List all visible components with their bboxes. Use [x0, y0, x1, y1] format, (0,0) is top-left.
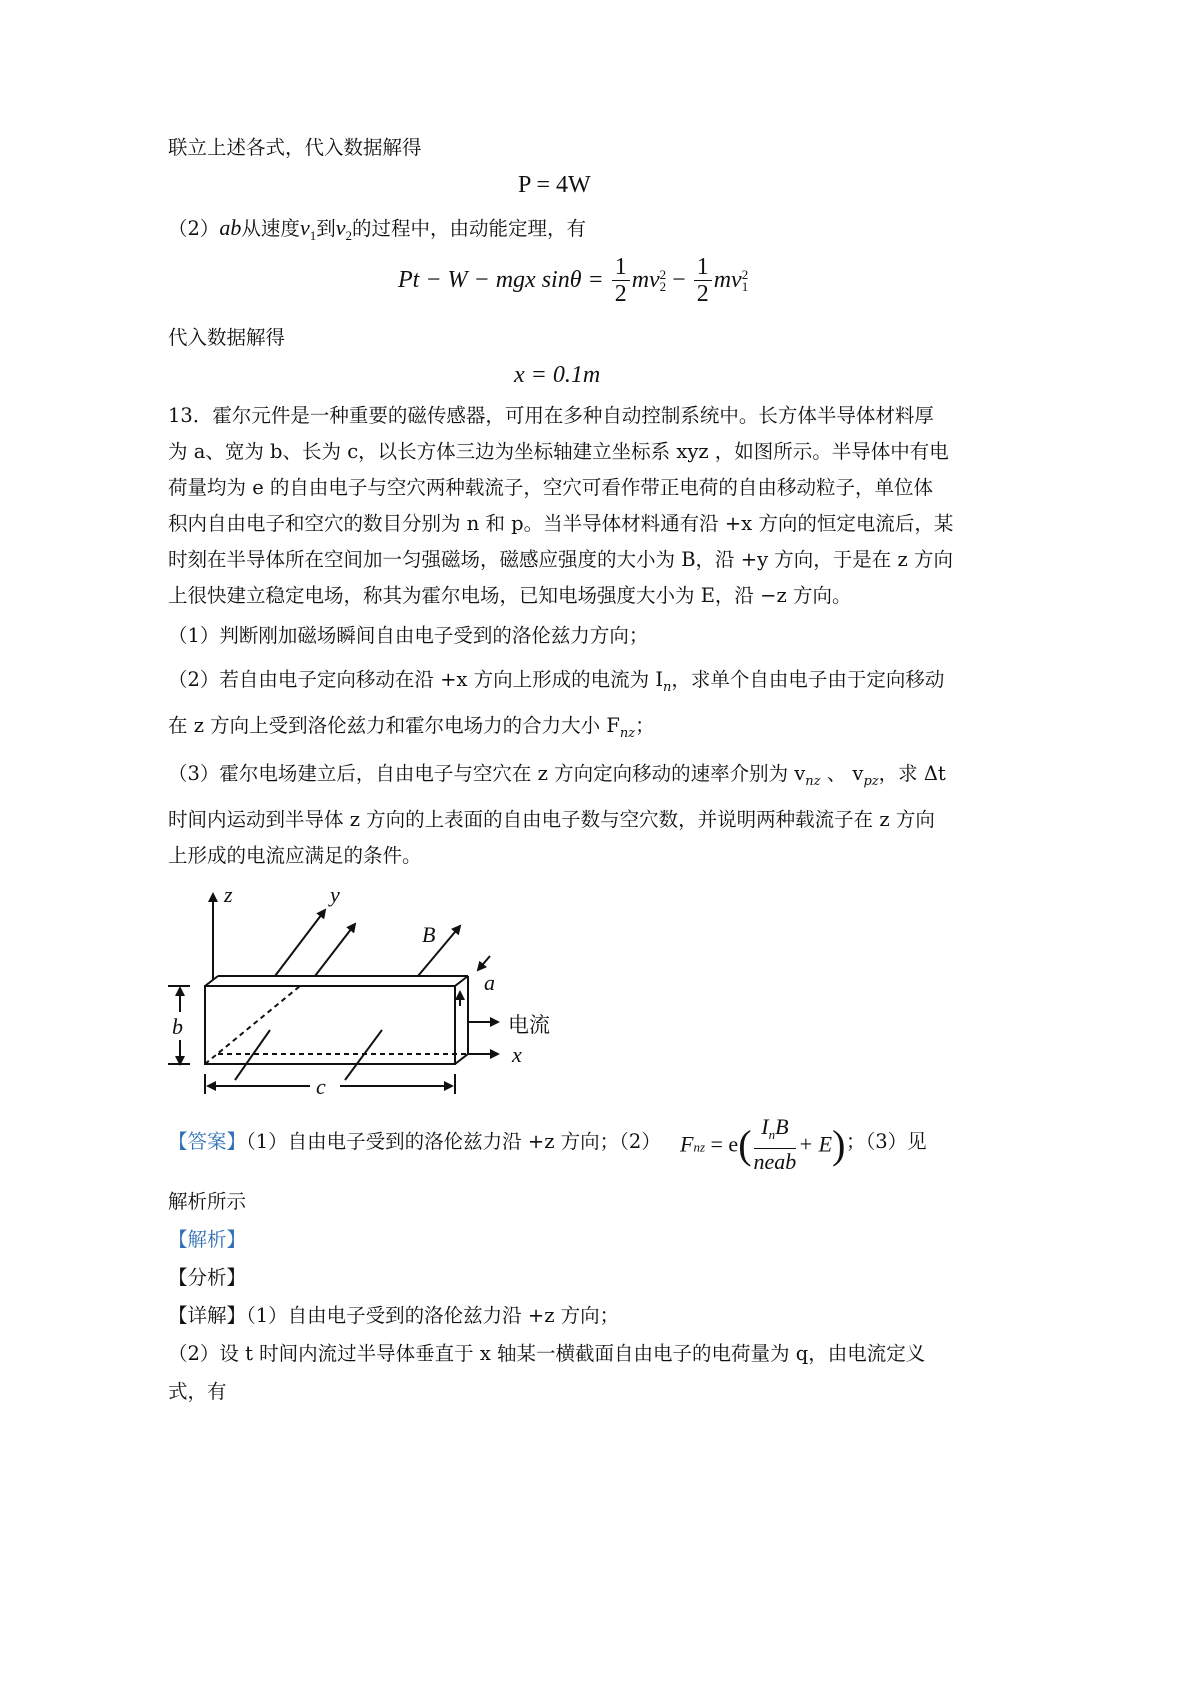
question-line: 荷量均为 e 的自由电子与空穴两种载流子，空穴可看作带正电荷的自由移动粒子，单位体	[168, 476, 933, 499]
sub-sup	[742, 269, 749, 293]
question-line: 13．霍尔元件是一种重要的磁传感器，可用在多种自动控制系统中。长方体半导体材料厚	[168, 404, 934, 427]
subquestion-3a	[168, 760, 946, 796]
answer-line	[168, 1128, 661, 1156]
b-field-arrow	[315, 924, 355, 976]
text: 到	[316, 217, 336, 240]
detail-line: （2）设 t 时间内流过半导体垂直于 x 轴某一横截面自由电子的电荷量为 q，由电流定义	[168, 1342, 926, 1365]
detail-line: 【详解】（1）自由电子受到的洛伦兹力沿 +z 方向；	[168, 1304, 620, 1327]
box-edge	[455, 1054, 468, 1064]
subscript: nz	[805, 774, 821, 789]
subscript: pz	[863, 774, 879, 789]
symbol: ab	[219, 215, 242, 240]
subscript: nz	[693, 1139, 706, 1155]
subscript: n	[768, 1127, 776, 1142]
superscript: 2	[659, 267, 667, 282]
term	[714, 267, 748, 293]
symbol: v	[335, 215, 346, 240]
text: ，求单个自由电子由于定向移动	[671, 668, 945, 691]
subscript: 1	[309, 228, 317, 243]
answer-tag: 【答案】	[168, 1130, 247, 1153]
text: 从速度	[241, 217, 300, 240]
answer-text: （1）自由电子受到的洛伦兹力沿 +z 方向；（2）	[246, 1130, 661, 1153]
text-line	[168, 214, 586, 250]
question-line: 为 a、宽为 b、长为 c，以长方体三边为坐标轴建立坐标系 xyz ，如图所示。半导体中有电	[168, 440, 949, 463]
equation-text: P = 4W	[518, 172, 591, 198]
numerator	[754, 1114, 797, 1149]
paren-right: )	[832, 1122, 846, 1167]
denominator: 2	[614, 281, 627, 307]
equals: = e	[710, 1131, 739, 1157]
paren-left: (	[738, 1122, 752, 1167]
subquestion-1: （1）判断刚加磁场瞬间自由电子受到的洛伦兹力方向；	[168, 624, 649, 647]
text: 的过程中，由动能定理，有	[351, 217, 586, 240]
hall-element-figure	[160, 880, 580, 1110]
subscript: 1	[741, 279, 749, 294]
question-line: 时刻在半导体所在空间加一匀强磁场，磁感应强度的大小为 B，沿 +y 方向，于是在 z 方向	[168, 548, 953, 571]
answer-formula	[680, 1114, 845, 1175]
x-axis-label: x	[512, 1042, 522, 1067]
detail-line: 式，有	[168, 1380, 227, 1403]
subquestion-3b: 时间内运动到半导体 z 方向的上表面的自由电子数与空穴数，并说明两种载流子在 z 方向	[168, 808, 935, 831]
symbol: mv	[713, 267, 742, 293]
superscript: 2	[741, 267, 749, 282]
fraction	[754, 1114, 797, 1175]
a-dimension-arrow	[478, 956, 490, 970]
numerator: 1	[694, 254, 712, 281]
text: 在 z 方向上受到洛伦兹力和霍尔电场力的合力大小 F	[168, 714, 620, 737]
symbol: F	[680, 1131, 694, 1157]
answer-text: ；（3）见	[846, 1130, 927, 1153]
b-field-label: B	[422, 922, 436, 947]
symbol: v	[299, 215, 310, 240]
text-line: 代入数据解得	[168, 326, 286, 349]
subscript: n	[663, 680, 672, 695]
symbol: B	[775, 1114, 789, 1139]
subquestion-2a	[168, 666, 944, 702]
box-edge	[205, 976, 218, 986]
text: （3）霍尔电场建立后，自由电子与空穴在 z 方向定向移动的速率介别为 v	[168, 762, 806, 785]
y-axis-label: y	[330, 882, 340, 907]
subscript: 2	[659, 279, 667, 294]
a-dimension-label: a	[484, 970, 495, 995]
minus: −	[672, 267, 686, 293]
text-line: 联立上述各式，代入数据解得	[168, 136, 422, 159]
equation-energy	[398, 254, 748, 307]
question-line: 积内自由电子和空穴的数目分别为 n 和 p。当半导体材料通有沿 +x 方向的恒定电流后，某	[168, 512, 954, 535]
denominator: 2	[696, 281, 709, 307]
text: （2）	[168, 217, 220, 240]
b-field-line	[345, 1030, 382, 1080]
equation-distance: x = 0.1m	[514, 362, 601, 388]
subscript: nz	[619, 726, 636, 741]
numerator: 1	[612, 254, 630, 281]
y-axis-arrow	[275, 910, 325, 976]
answer-text: 解析所示	[168, 1190, 247, 1213]
text: ，求 Δt	[878, 762, 946, 785]
text: 、 v	[820, 762, 864, 785]
equation-power	[518, 172, 591, 199]
subquestion-3c: 上形成的电流应满足的条件。	[168, 844, 422, 867]
fraction	[694, 254, 712, 307]
denominator: neab	[753, 1149, 797, 1174]
current-label: 电流	[508, 1013, 550, 1037]
question-line: 上很快建立稳定电场，称其为霍尔电场，已知电场强度大小为 E，沿 −z 方向。	[168, 584, 852, 607]
text: （2）若自由电子定向移动在沿 +x 方向上形成的电流为 I	[168, 668, 664, 691]
symbol: I	[761, 1114, 769, 1139]
text: ；	[635, 714, 655, 737]
term	[632, 267, 666, 293]
c-dimension-label: c	[316, 1074, 326, 1099]
fenxi-tag: 【分析】	[168, 1266, 247, 1289]
sub-sup	[660, 269, 667, 293]
z-axis-label: z	[224, 882, 233, 907]
b-dimension-label: b	[172, 1014, 183, 1039]
term: + E	[798, 1131, 833, 1157]
analysis-tag: 【解析】	[168, 1228, 247, 1251]
equation-left: Pt − W − mgx sinθ =	[398, 267, 604, 293]
symbol: mv	[631, 267, 660, 293]
subscript: 2	[345, 228, 352, 243]
box-front	[205, 986, 455, 1064]
subquestion-2b	[168, 712, 655, 748]
fraction	[612, 254, 630, 307]
box-edge	[455, 976, 468, 986]
hidden-diagonal	[205, 986, 300, 1064]
